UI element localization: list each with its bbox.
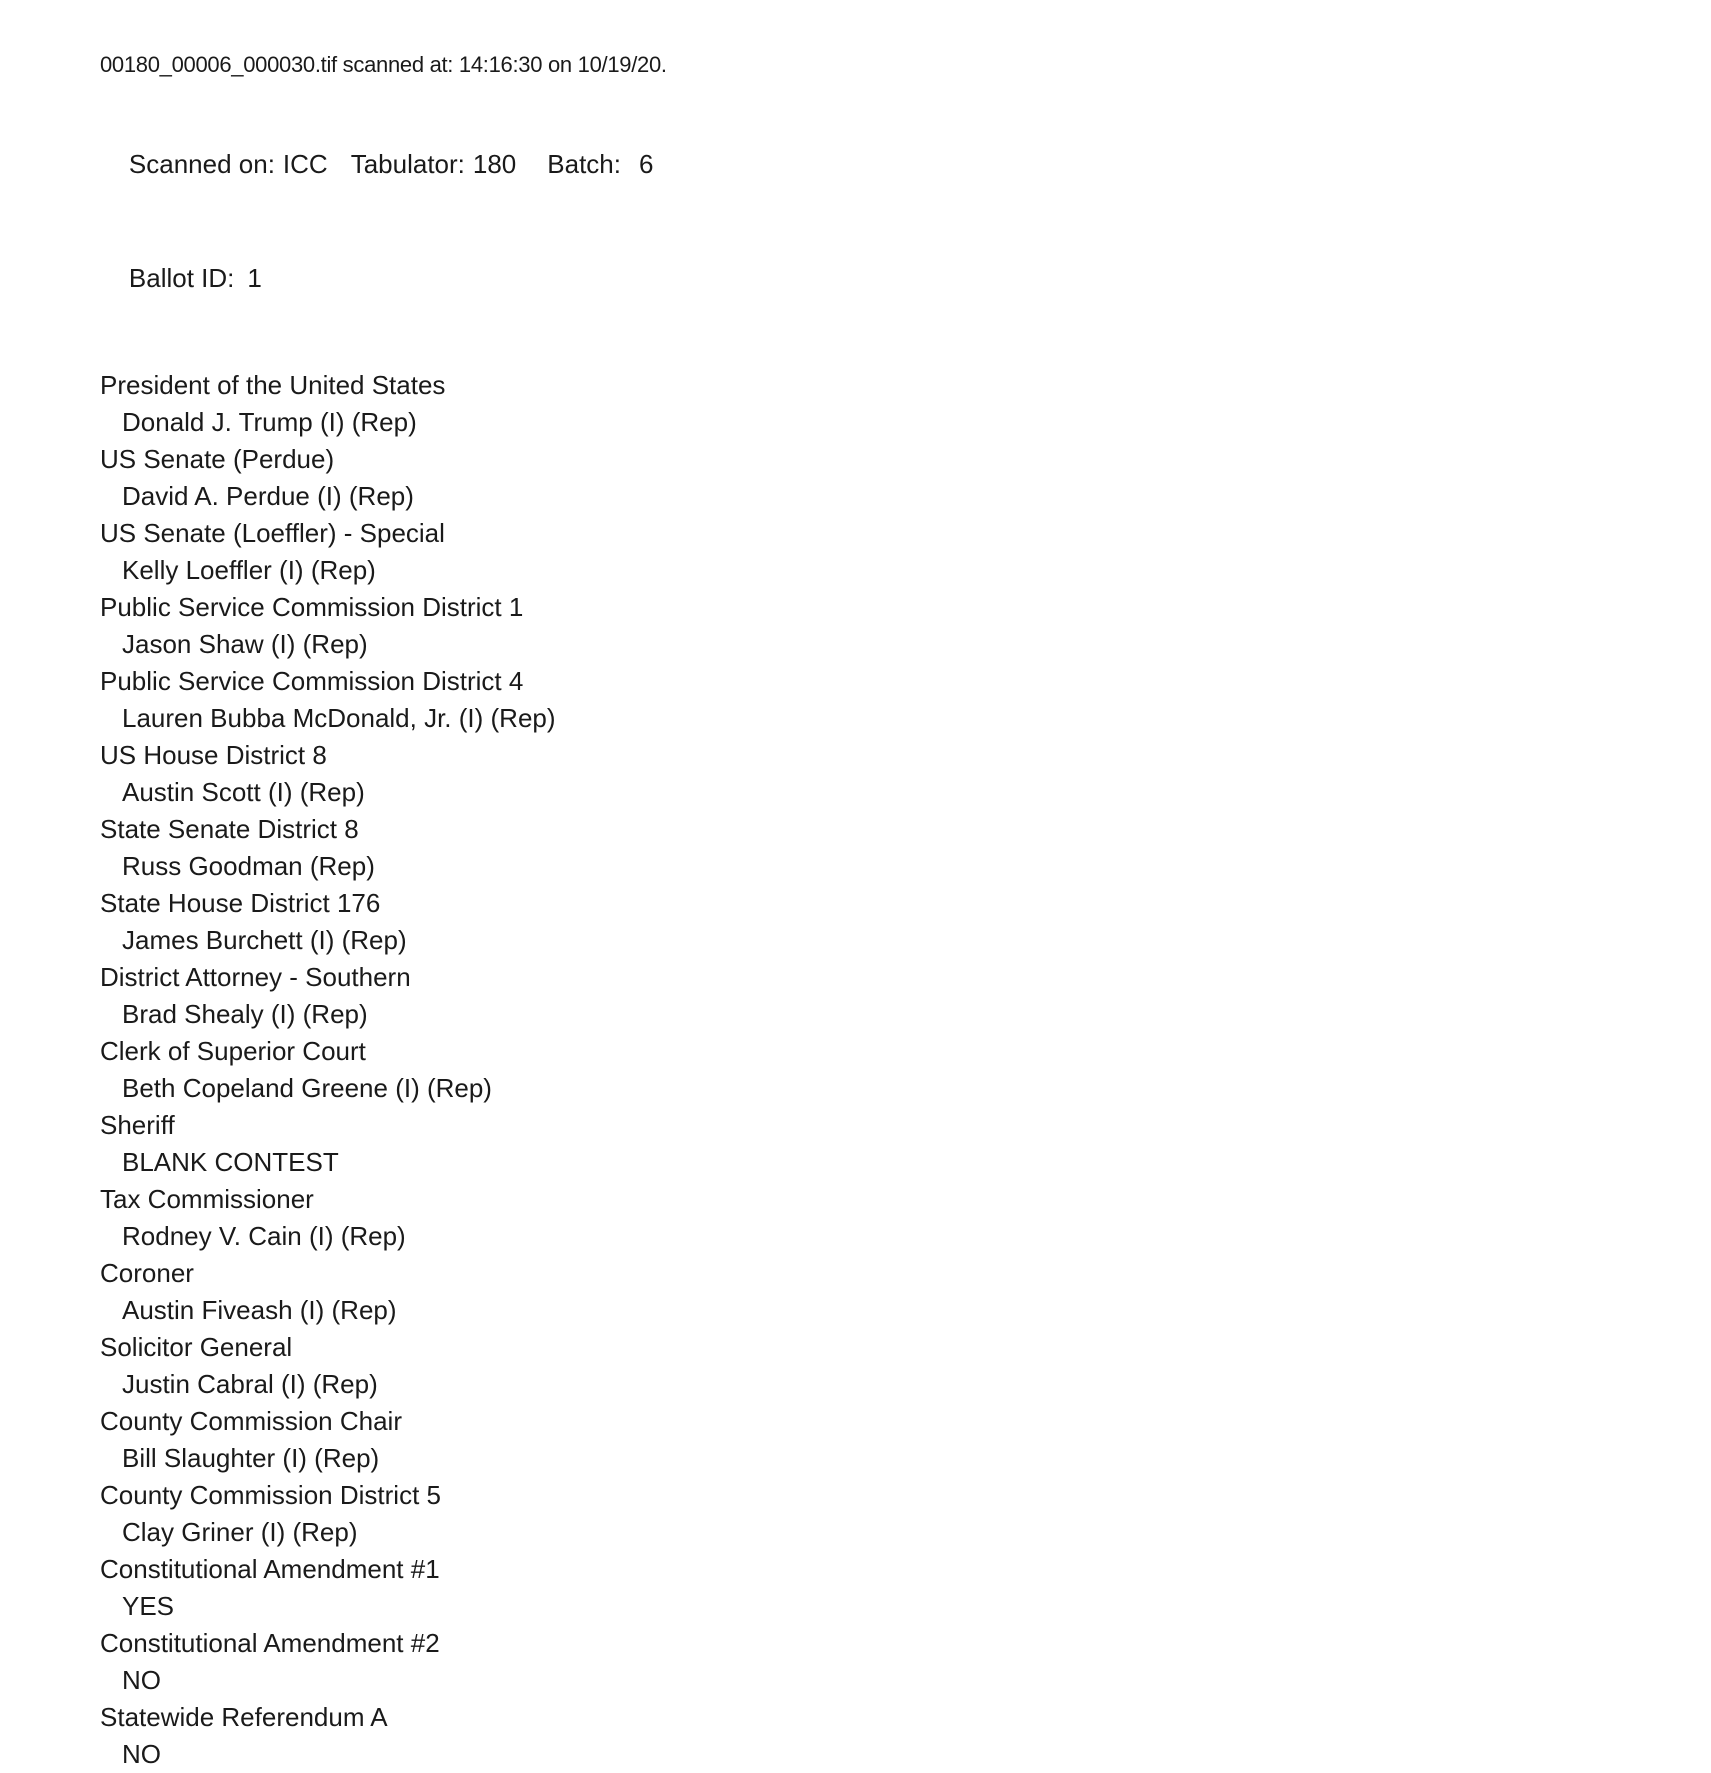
contest-row <box>100 811 1671 885</box>
contest-selection: Russ Goodman (Rep) <box>122 851 375 881</box>
contest-selection: Beth Copeland Greene (I) (Rep) <box>122 1073 492 1103</box>
contest-row <box>100 1033 1671 1107</box>
scanned-on-value: ICC <box>282 149 328 179</box>
contest-title: County Commission Chair <box>100 1406 402 1436</box>
contest-selection: YES <box>122 1591 175 1621</box>
batch-label: Batch: <box>547 149 621 179</box>
contest-title: Public Service Commission District 1 <box>100 592 524 622</box>
batch-value: 6 <box>639 149 654 179</box>
contest-selection: Rodney V. Cain (I) (Rep) <box>122 1221 406 1251</box>
contest-selection: David A. Perdue (I) (Rep) <box>122 481 414 511</box>
contest-title: US Senate (Perdue) <box>100 444 335 474</box>
contest-row <box>100 1403 1671 1477</box>
contest-selection: James Burchett (I) (Rep) <box>122 925 407 955</box>
contest-title: Sheriff <box>100 1110 175 1140</box>
contest-row <box>100 885 1671 959</box>
contest-title: Solicitor General <box>100 1332 293 1362</box>
contest-selection: Kelly Loeffler (I) (Rep) <box>122 555 376 585</box>
contest-row <box>100 589 1671 663</box>
contest-row <box>100 367 1671 441</box>
scan-details-line <box>100 107 1671 221</box>
contest-selection: Lauren Bubba McDonald, Jr. (I) (Rep) <box>122 703 556 733</box>
contest-row <box>100 1329 1671 1403</box>
contest-title: State House District 176 <box>100 888 381 918</box>
contest-row <box>100 1107 1671 1181</box>
contest-title: Clerk of Superior Court <box>100 1036 366 1066</box>
contest-title: Constitutional Amendment #2 <box>100 1628 440 1658</box>
contest-selection: NO <box>122 1739 161 1769</box>
contest-row <box>100 1477 1671 1551</box>
contest-selection: Austin Scott (I) (Rep) <box>122 777 365 807</box>
contest-row <box>100 441 1671 515</box>
contest-selection: Donald J. Trump (I) (Rep) <box>122 407 417 437</box>
contest-row <box>100 959 1671 1033</box>
contest-title: County Commission District 5 <box>100 1480 441 1510</box>
contest-selection: Clay Griner (I) (Rep) <box>122 1517 358 1547</box>
contest-title: Public Service Commission District 4 <box>100 666 524 696</box>
scanned-on-label: Scanned on: <box>128 149 275 179</box>
contest-title: Statewide Referendum A <box>100 1702 388 1732</box>
ballot-id-value: 1 <box>247 263 262 293</box>
tabulator-value: 180 <box>472 149 517 179</box>
contest-row <box>100 1625 1671 1699</box>
ballot-id-label: Ballot ID: <box>128 263 235 293</box>
contest-row <box>100 1181 1671 1255</box>
contest-selection: Jason Shaw (I) (Rep) <box>122 629 368 659</box>
contest-title: Tax Commissioner <box>100 1184 314 1214</box>
contest-selection: Austin Fiveash (I) (Rep) <box>122 1295 397 1325</box>
contest-row <box>100 737 1671 811</box>
contest-title: State Senate District 8 <box>100 814 359 844</box>
scan-filename-line: 00180_00006_000030.tif scanned at: 14:16:30 on 10/19/20. <box>100 52 667 77</box>
contest-title: District Attorney - Southern <box>100 962 411 992</box>
contest-title: Coroner <box>100 1258 194 1288</box>
contest-row <box>100 1699 1671 1773</box>
contest-title: US House District 8 <box>100 740 327 770</box>
contest-selection: NO <box>122 1665 161 1695</box>
contest-title: Constitutional Amendment #1 <box>100 1554 440 1584</box>
contest-selection: BLANK CONTEST <box>122 1147 339 1177</box>
contest-list <box>100 367 1671 1773</box>
contest-selection: Justin Cabral (I) (Rep) <box>122 1369 378 1399</box>
contest-row <box>100 1551 1671 1625</box>
contest-title: President of the United States <box>100 370 446 400</box>
contest-title: US Senate (Loeffler) - Special <box>100 518 445 548</box>
contest-row <box>100 1255 1671 1329</box>
contest-selection: Brad Shealy (I) (Rep) <box>122 999 368 1029</box>
contest-selection: Bill Slaughter (I) (Rep) <box>122 1443 380 1473</box>
tabulator-label: Tabulator: <box>350 149 465 179</box>
contest-row <box>100 515 1671 589</box>
ballot-id-line <box>100 221 1671 335</box>
contest-row <box>100 663 1671 737</box>
